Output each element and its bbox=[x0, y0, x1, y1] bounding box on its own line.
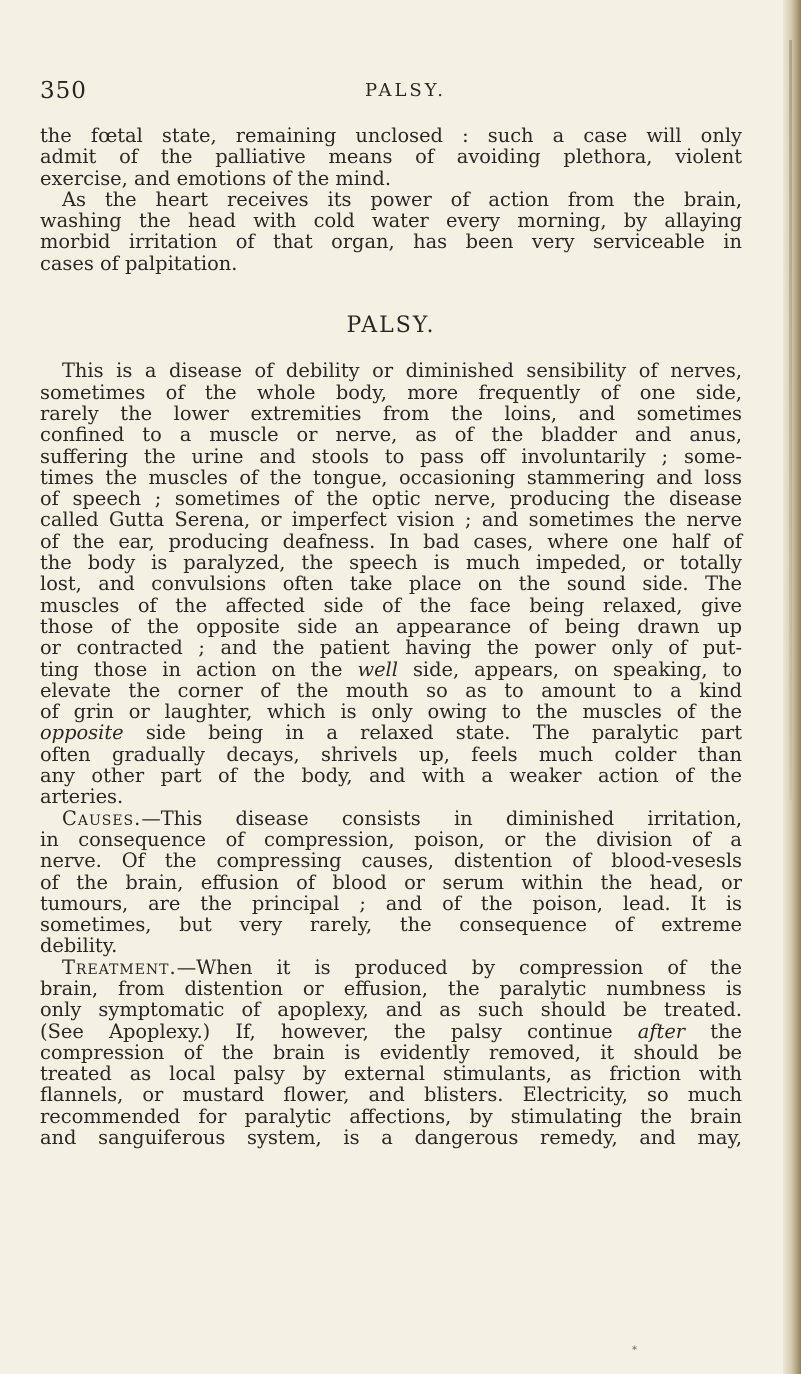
text-line: called Gutta Serena, or imperfect vision ; and sometimes the nerve bbox=[40, 508, 742, 532]
text-line: the body is paralyzed, the speech is much impeded, or totally bbox=[40, 551, 742, 575]
text-line: of the ear, producing deafness. In bad cases, where one half of bbox=[40, 529, 742, 553]
printer-mark: * bbox=[632, 1345, 637, 1356]
text-line: tumours, are the principal ; and of the poison, lead. It is bbox=[40, 891, 742, 915]
text-segment: (See Apoplexy.) If, however, the palsy continue bbox=[40, 1019, 638, 1043]
text-line: or contracted ; and the patient having the power only of put- bbox=[40, 636, 742, 660]
text-line bbox=[40, 1021, 742, 1042]
intro-paragraph bbox=[40, 125, 742, 274]
text-line: sometimes of the whole body, more frequently of one side, bbox=[40, 380, 742, 404]
text-segment: the bbox=[685, 1019, 743, 1043]
text-line: washing the head with cold water every morning, by allaying bbox=[40, 209, 742, 233]
text-line bbox=[40, 659, 742, 680]
page-edge-shadow bbox=[783, 0, 801, 1374]
text-segment: side, appears, on speaking, to bbox=[397, 657, 743, 681]
text-line: arteries. bbox=[40, 785, 124, 809]
text-segment: ting those in action on the bbox=[40, 657, 358, 681]
text-line bbox=[40, 722, 742, 743]
text-line: cases of palpitation. bbox=[40, 251, 238, 275]
text-line: any other part of the body, and with a weaker action of the bbox=[40, 764, 742, 788]
italic-word: well bbox=[357, 657, 398, 681]
text-segment: —When it is produced by compression of the bbox=[176, 955, 742, 979]
text-line: morbid irritation of that organ, has been very serviceable in bbox=[40, 230, 742, 254]
italic-word: after bbox=[637, 1019, 686, 1043]
text-line: compression of the brain is evidently removed, it should be bbox=[40, 1040, 742, 1064]
text-line: nerve. Of the compressing causes, distention of blood-vesesls bbox=[40, 849, 742, 873]
text-line: As the heart receives its power of action from the brain, bbox=[62, 187, 742, 211]
text-line: debility. bbox=[40, 934, 118, 958]
text-line: brain, from distention or effusion, the paralytic numbness is bbox=[40, 976, 742, 1000]
text-line: recommended for paralytic affections, by stimulating the brain bbox=[40, 1104, 742, 1128]
text-line: This is a disease of debility or diminished sensibility of nerves, bbox=[62, 359, 742, 383]
text-line: only symptomatic of apoplexy, and as such should be treated. bbox=[40, 998, 742, 1022]
text-line: suffering the urine and stools to pass off involuntarily ; some- bbox=[40, 444, 742, 468]
page-header bbox=[40, 78, 740, 112]
italic-word: opposite bbox=[40, 721, 124, 745]
text-line bbox=[40, 808, 742, 829]
text-line: of speech ; sometimes of the optic nerve, producing the disease bbox=[40, 487, 742, 511]
text-line: often gradually decays, shrivels up, feels much colder than bbox=[40, 742, 742, 766]
text-line: and sanguiferous system, is a dangerous remedy, and may, bbox=[40, 1126, 742, 1150]
text-line: those of the opposite side an appearance of being drawn up bbox=[40, 614, 742, 638]
treatment-paragraph bbox=[40, 957, 742, 1149]
text-line bbox=[40, 957, 742, 978]
text-line: elevate the corner of the mouth so as to amount to a kind bbox=[40, 678, 742, 702]
text-line: muscles of the affected side of the face being relaxed, give bbox=[40, 593, 742, 617]
text-line: confined to a muscle or nerve, as of the bladder and anus, bbox=[40, 423, 742, 447]
page-body bbox=[40, 125, 742, 1148]
text-segment: side being in a relaxed state. The paralytic part bbox=[123, 721, 742, 745]
text-line: the fœtal state, remaining unclosed : such a case will only bbox=[40, 124, 742, 147]
text-line: sometimes, but very rarely, the consequence of extreme bbox=[40, 913, 742, 937]
text-line: times the muscles of the tongue, occasioning stammering and loss bbox=[40, 465, 742, 489]
text-line: of grin or laughter, which is only owing to the muscles of the bbox=[40, 700, 742, 724]
definition-paragraph bbox=[40, 360, 742, 807]
text-line: lost, and convulsions often take place on the sound side. The bbox=[40, 572, 742, 596]
text-line: treated as local palsy by external stimulants, as friction with bbox=[40, 1062, 742, 1086]
text-line: in consequence of compression, poison, or the division of a bbox=[40, 827, 742, 851]
text-line: flannels, or mustard flower, and blisters. Electricity, so much bbox=[40, 1083, 742, 1107]
treatment-label: Treatment. bbox=[62, 955, 177, 979]
page-number: 350 bbox=[40, 78, 87, 104]
text-line: admit of the palliative means of avoiding plethora, violent bbox=[40, 145, 742, 169]
text-line: of the brain, effusion of blood or serum within the head, or bbox=[40, 870, 742, 894]
text-line: rarely the lower extremities from the loins, and sometimes bbox=[40, 401, 742, 425]
running-head: PALSY. bbox=[365, 80, 447, 101]
causes-label: Causes. bbox=[62, 806, 142, 830]
text-segment: —This disease consists in diminished irritation, bbox=[141, 806, 742, 830]
causes-paragraph bbox=[40, 808, 742, 957]
section-title: PALSY. bbox=[346, 313, 436, 339]
text-line: exercise, and emotions of the mind. bbox=[40, 166, 391, 190]
